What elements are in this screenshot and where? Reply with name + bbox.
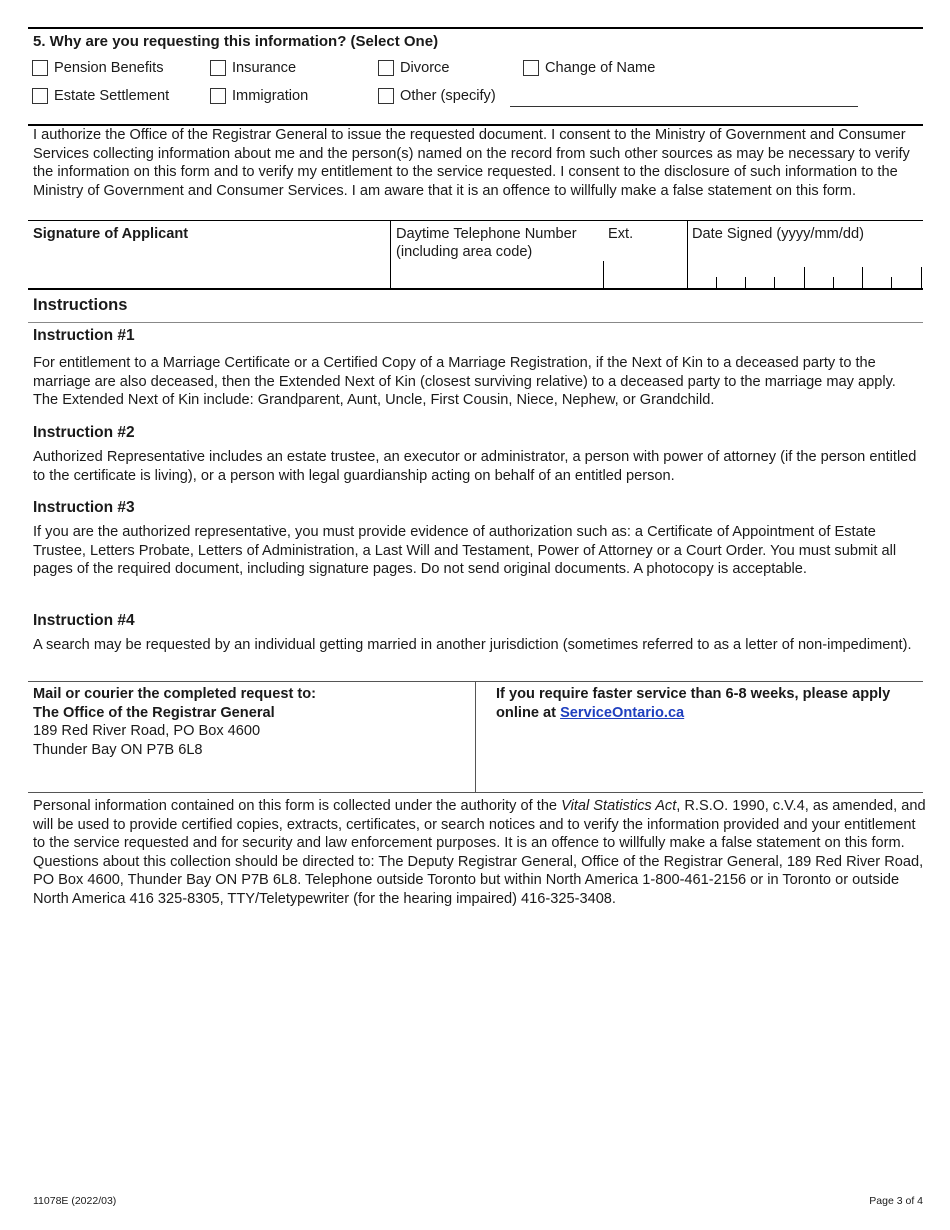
checkbox-other-specify[interactable] (378, 87, 496, 106)
signature-table (28, 220, 923, 290)
mail-line-1: Mail or courier the completed request to: (33, 686, 317, 702)
phone-sublabel: (including area code) (396, 244, 533, 260)
instruction-3-title: Instruction #3 (33, 499, 135, 516)
phone-field[interactable] (391, 221, 603, 289)
instruction-1-title: Instruction #1 (33, 327, 135, 344)
signature-applicant-label: Signature of Applicant (33, 226, 189, 242)
date-tick (745, 277, 746, 289)
page-number: Page 3 of 4 (869, 1195, 923, 1207)
mail-line-4: Thunder Bay ON P7B 6L8 (33, 741, 203, 758)
checkbox-pension-benefits[interactable] (32, 59, 164, 78)
checkbox-change-of-name[interactable] (523, 59, 655, 78)
instruction-2-text: Authorized Representative includes an estate trustee, an executor or administrator, a person with power of attorney (if the person entitled to the certificate is living), or a person with legal guardianship acting on behalf of an entitled person. (33, 449, 917, 484)
online-service-note (496, 685, 921, 722)
checkbox-square[interactable] (210, 88, 226, 104)
checkbox-insurance[interactable] (210, 59, 296, 78)
checkbox-immigration[interactable] (210, 87, 308, 106)
form-page (28, 0, 926, 1230)
checkbox-divorce[interactable] (378, 59, 449, 78)
mail-line-2: The Office of the Registrar General (33, 704, 275, 721)
instruction-4-title: Instruction #4 (33, 612, 135, 629)
privacy-post: , R.S.O. 1990, c.V.4, as amended, and will be used to provide certified copies, extracts, certificates, or search notices and to verify the information provided and your entitlement to the service requested and for security and law enforcement purposes. It is an offence to willfully make a false statement on this form. Questions about this collection should be directed to: The Deputy Registrar General, Office of the Registrar General, 189 Red River Road, PO Box 4600, Thunder Bay ON P7B 6L8. Telephone outside Toronto but within North America 1-800-461-2156 or in Toronto or outside North America 416 325-8305, TTY/Teletypewriter (for the hearing impaired) 416-325-3408. (33, 798, 926, 907)
checkbox-square[interactable] (210, 60, 226, 76)
top-rule (28, 27, 923, 29)
date-tick (774, 277, 775, 289)
instructions-rule (28, 322, 923, 323)
privacy-pre: Personal information contained on this form is collected under the authority of the (33, 798, 562, 814)
instruction-4-text: A search may be requested by an individual getting married in another jurisdiction (sometimes referred to as a letter of non-impediment). (33, 637, 912, 653)
consent-text: I authorize the Office of the Registrar General to issue the requested document. I consent to the Ministry of Government and Consumer Services collecting information about me and the person(s) named on the record from such other sources as may be necessary to verify the information on this form and to verify my entitlement to the service requested. I consent to the disclosure of such information to the Ministry of Government and Consumer Services. I am aware that it is an offence to willfully make a false statement on this form. (33, 127, 910, 199)
signature-field[interactable] (28, 221, 390, 289)
instruction-1-text: For entitlement to a Marriage Certificate or a Certified Copy of a Marriage Registration, if the Next of Kin to a deceased party to the marriage are also deceased, then the Extended Next of Kin (closest surviving relative) to a deceased party to the marriage may apply. The Extended Next of Kin include: Grandparent, Aunt, Uncle, First Cousin, Niece, Nephew, or Grandchild. (33, 355, 896, 409)
online-text: If you require faster service than 6-8 weeks, please apply online at (496, 686, 891, 721)
checkbox-label: Other (specify) (400, 88, 496, 104)
instructions-heading: Instructions (33, 296, 128, 314)
date-tick (833, 277, 834, 289)
checkbox-label: Divorce (400, 60, 450, 76)
ext-label: Ext. (608, 226, 634, 242)
checkbox-label: Immigration (232, 88, 309, 104)
date-label: Date Signed (yyyy/mm/dd) (692, 226, 864, 242)
phone-label: Daytime Telephone Number (396, 226, 577, 242)
mailing-address (33, 685, 473, 759)
checkbox-label: Insurance (232, 60, 297, 76)
reason-row-1 (28, 59, 923, 81)
checkbox-square[interactable] (378, 88, 394, 104)
checkbox-estate-settlement[interactable] (32, 87, 169, 106)
privacy-act-name: Vital Statistics Act (561, 798, 677, 814)
privacy-notice (33, 797, 928, 909)
form-number: 11078E (2022/03) (33, 1195, 117, 1207)
date-tick (921, 267, 922, 289)
mail-divider (475, 682, 476, 793)
instruction-2-title: Instruction #2 (33, 424, 135, 441)
mailing-info-box (28, 681, 923, 793)
date-field[interactable] (688, 221, 923, 289)
checkbox-square[interactable] (32, 60, 48, 76)
date-tick (804, 267, 805, 289)
section5-title: 5. Why are you requesting this information? (Select One) (33, 33, 439, 50)
checkbox-label: Change of Name (545, 60, 656, 76)
checkbox-square[interactable] (378, 60, 394, 76)
checkbox-square[interactable] (523, 60, 539, 76)
ext-field[interactable] (604, 221, 687, 289)
other-specify-field[interactable] (510, 106, 858, 107)
checkbox-label: Pension Benefits (54, 60, 164, 76)
mail-line-3: 189 Red River Road, PO Box 4600 (33, 723, 261, 740)
instruction-3-text: If you are the authorized representative, you must provide evidence of authorization such as: a Certificate of Appointment of Estate Trustee, Letters Probate, Letters of Administration, a Last Will and Testament, Power of Attorney or a Court Order. You must submit all pages of the required document, including signature pages. Do not send original documents. A photocopy is acceptable. (33, 524, 897, 578)
date-tick (862, 267, 863, 289)
date-tick (716, 277, 717, 289)
checkbox-square[interactable] (32, 88, 48, 104)
checkbox-label: Estate Settlement (54, 88, 170, 104)
date-tick (891, 277, 892, 289)
reason-row-2 (28, 87, 923, 109)
service-ontario-link[interactable]: ServiceOntario.ca (560, 704, 685, 721)
